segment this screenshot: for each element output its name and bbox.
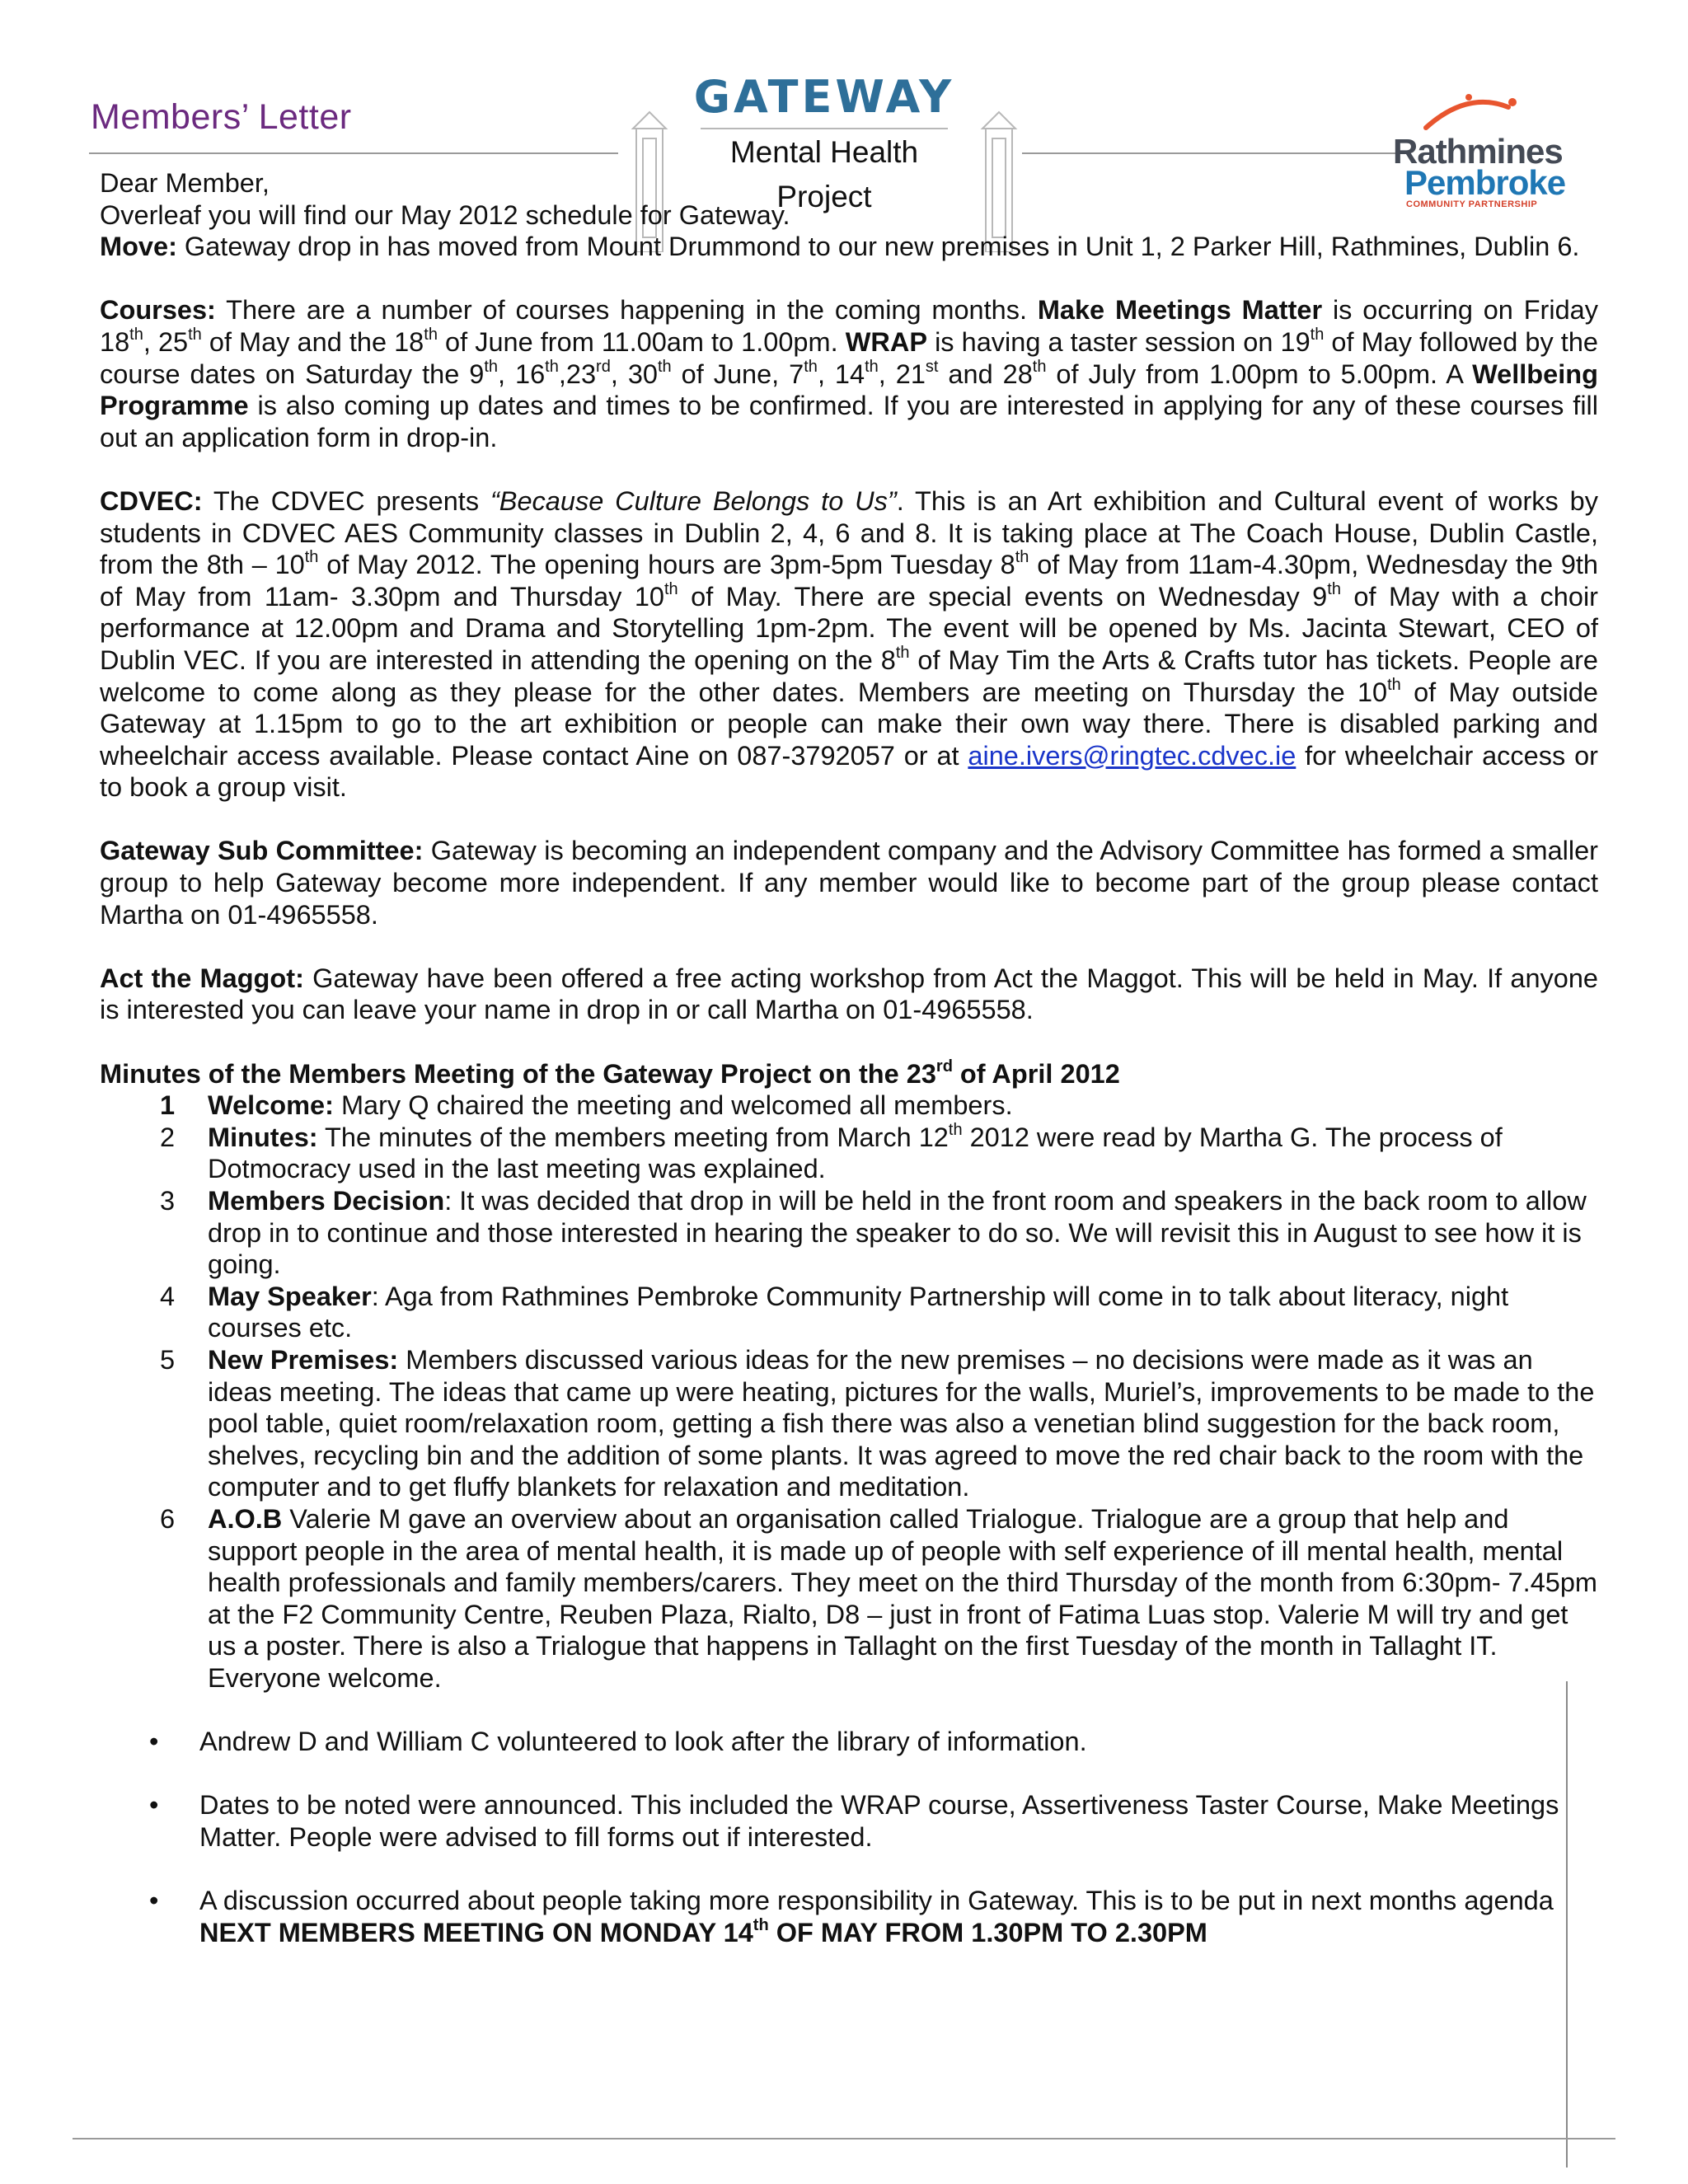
minutes-item: 3 Members Decision: It was decided that drop in will be held in the front room and speakers in the back room to allow drop in to continue and those interested in hearing the speaker to do so. We will revisit this in August to see how it is going. xyxy=(160,1186,1587,1280)
next-meeting-notice: NEXT MEMBERS MEETING ON MONDAY 14th OF MAY FROM 1.30PM TO 2.30PM xyxy=(199,1915,1207,1947)
email-link[interactable]: aine.ivers@ringtec.cdvec.ie xyxy=(968,740,1296,771)
course-wrap: WRAP xyxy=(845,326,927,357)
courses-label: Courses: xyxy=(100,295,216,326)
bullet-item: • Andrew D and William C volunteered to look after the library of information. xyxy=(149,1727,1087,1757)
partner-logo-line1: Rathmines xyxy=(1393,132,1563,171)
cdvec-paragraph: CDVEC: The CDVEC presents “Because Culture Belongs to Us”. This is an Art exhibition and Cultural event of works by students in CDVEC AES Community classes in Dublin 2, 4, 6 and 8. It is taking place at The Coach House, Dublin Castle, from the 8th – 10th of May 2012. The opening hours are 3pm-5pm Tuesday 8th of May from 11am-4.30pm, Wednesday the 9th of May from 11am- 3.30pm and Thursday 10th of May. There are special events on Wednesday 9th of May with a choir performance at 12.00pm and Drama and Storytelling 1pm-2pm. The event will be opened by Ms. Jacinta Stewart, CEO of Dublin VEC. If you are interested in attending the opening on the 8th of May Tim the Arts & Crafts tutor has tickets. People are welcome to come along as they please for the other dates. Members are meeting on Thursday the 10th of May outside Gateway at 1.15pm to go to the art exhibition or people can make their own way there. There is disabled parking and wheelchair access available. Please contact Aine on 087-3792057 or at aine.ivers@ringtec.cdvec.ie for wheelchair access or to book a group visit. xyxy=(100,485,1599,803)
bullet-icon: • xyxy=(149,1790,159,1821)
minutes-heading: Minutes of the Members Meeting of the Gateway Project on the 23rd of April 2012 xyxy=(100,1057,1120,1089)
move-text: Gateway drop in has moved from Mount Drummond to our new premises in Unit 1, 2 Parker Hill, Rathmines, Dublin 6. xyxy=(176,232,1580,262)
minutes-item: 2 Minutes: The minutes of the members meeting from March 12th 2012 were read by Martha G. The process of Dotmocracy used in the last meeting was explained. xyxy=(160,1120,1503,1184)
swoosh-icon xyxy=(1418,91,1533,132)
minutes-item: 4 May Speaker: Aga from Rathmines Pembroke Community Partnership will come in to talk about literacy, night courses etc. xyxy=(160,1281,1509,1343)
letter-body xyxy=(100,167,1598,1948)
course-wellbeing: Wellbeing Programme xyxy=(100,359,1598,421)
footer-divider xyxy=(73,2138,1615,2139)
bullet-icon: • xyxy=(149,1727,159,1757)
partner-logo-line3: COMMUNITY PARTNERSHIP xyxy=(1406,199,1538,209)
move-label: Move: xyxy=(100,232,177,262)
minutes-item: 6 A.O.B Valerie M gave an overview about an organisation called Trialogue. Trialogue are a group that help and support people in the area of mental health, it is made up of people with self experience of ill mental health, mental health professionals and family members/carers. They meet on the third Thursday of the month from 6:30pm- 7.45pm at the F2 Community Centre, Reuben Plaza, Rialto, D8 – just in front of Fatima Luas stop. Valerie M will try and get us a poster. There is also a Trialogue that happens in Tallaght on the first Tuesday of the month in Tallaght IT. Everyone welcome. xyxy=(160,1503,1598,1693)
subcommittee-label: Gateway Sub Committee: xyxy=(100,836,424,866)
minutes-item: 1 Welcome: Mary Q chaired the meeting and welcomed all members. xyxy=(160,1090,1013,1121)
partner-logo-line2: Pembroke xyxy=(1404,163,1566,202)
margin-line xyxy=(1566,1681,1568,2168)
move-paragraph xyxy=(100,231,1598,263)
course-make-meetings-matter: Make Meetings Matter xyxy=(1037,295,1323,326)
bullet-item: • A discussion occurred about people taking more responsibility in Gateway. This is to be put in next months agenda xyxy=(149,1886,1554,1916)
bullet-item: • Dates to be noted were announced. This included the WRAP course, Assertiveness Taster Course, Make Meetings Matter. People were advised to fill forms out if interested. xyxy=(149,1790,1559,1852)
page-title: Members’ Letter xyxy=(91,97,352,137)
courses-paragraph: Courses: There are a number of courses happening in the coming months. Make Meetings Matter is occurring on Friday 18th, 25th of May and the 18th of June from 11.00am to 1.00pm. WRAP is having a taster session on 19th of May followed by the course dates on Saturday the 9th, 16th,23rd, 30th of June, 7th, 14th, 21st and 28th of July from 1.00pm to 5.00pm. A Wellbeing Programme is also coming up dates and times to be confirmed. If you are interested in applying for any of these courses fill out an application form in drop-in. xyxy=(100,295,1598,452)
gateway-subtitle-line2: Project xyxy=(776,180,872,213)
bullet-icon: • xyxy=(149,1886,159,1916)
cdvec-label: CDVEC: xyxy=(100,485,203,516)
header-divider-right xyxy=(1022,152,1401,154)
maggot-label: Act the Maggot: xyxy=(100,963,304,993)
exhibition-title: “Because Culture Belongs to Us” xyxy=(490,485,897,516)
gateway-subtitle-line1: Mental Health xyxy=(729,135,919,169)
maggot-paragraph: Act the Maggot: Gateway have been offered a free acting workshop from Act the Maggot. This will be held in May. If anyone is interested you can leave your name in drop in or call Martha on 01-4965558. xyxy=(100,963,1599,1025)
gateway-wordmark: GATEWAY xyxy=(693,71,955,123)
intro: Overleaf you will find our May 2012 schedule for Gateway. xyxy=(100,199,790,230)
greeting: Dear Member, xyxy=(100,168,270,198)
minutes-item: 5 New Premises: Members discussed various ideas for the new premises – no decisions were made as it was an ideas meeting. The ideas that came up were heating, pictures for the walls, Muriel’s, improvements to be made to the pool table, quiet room/relaxation room, getting a fish there was also a venetian blind suggestion for the back room, shelves, recycling bin and the addition of some plants. It was agreed to move the red chair back to the room with the computer and to get fluffy blankets for relaxation and meditation. xyxy=(160,1344,1595,1502)
subcommittee-paragraph: Gateway Sub Committee: Gateway is becoming an independent company and the Advisory Committee has formed a smaller group to help Gateway become more independent. If any member would like to become part of the group please contact Martha on 01-4965558. xyxy=(100,836,1598,930)
minutes-list xyxy=(100,1090,1598,1694)
minutes-bullets xyxy=(100,1726,1598,1917)
header-divider-left xyxy=(89,152,618,154)
